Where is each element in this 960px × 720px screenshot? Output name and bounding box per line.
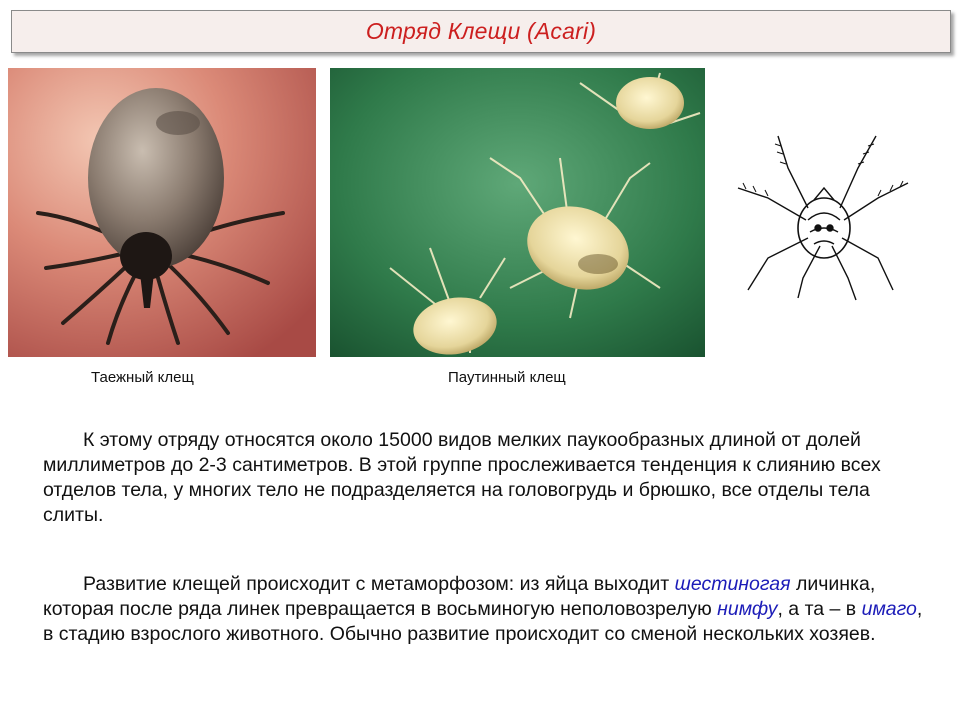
taiga-tick-photo	[8, 68, 316, 357]
caption-taiga-tick: Таежный клещ	[91, 369, 194, 386]
text-segment: , а та – в	[777, 598, 862, 620]
term-six-legged: шестиногая	[674, 573, 791, 595]
term-imago: имаго	[861, 598, 917, 620]
paragraph-development	[43, 572, 923, 647]
caption-spider-mite: Паутинный клещ	[448, 369, 566, 386]
text-segment: Развитие клещей происходит с метаморфозом: из яйца выходит	[83, 573, 675, 595]
text-segment: личинка, которая после ряда линек превращается в восьминогую неполовозрелую	[43, 573, 876, 620]
mite-drawing	[728, 128, 918, 308]
spider-mite-photo	[330, 68, 705, 357]
term-nymph: нимфу	[717, 598, 778, 620]
text-segment: , в стадию взрослого животного. Обычно развитие происходит со сменой нескольких хозяев.	[43, 598, 923, 645]
title-bar	[11, 10, 951, 53]
paragraph-description: К этому отряду относятся около 15000 видов мелких паукообразных длиной от долей миллиметров до 2-3 сантиметров. В этой группе прослеживается тенденция к слиянию всех отделов тела, у многих тело не подразделяется на головогрудь и брюшко, все отделы тела слиты.	[43, 429, 881, 526]
slide-title: Отряд Клещи (Acari)	[365, 18, 597, 44]
